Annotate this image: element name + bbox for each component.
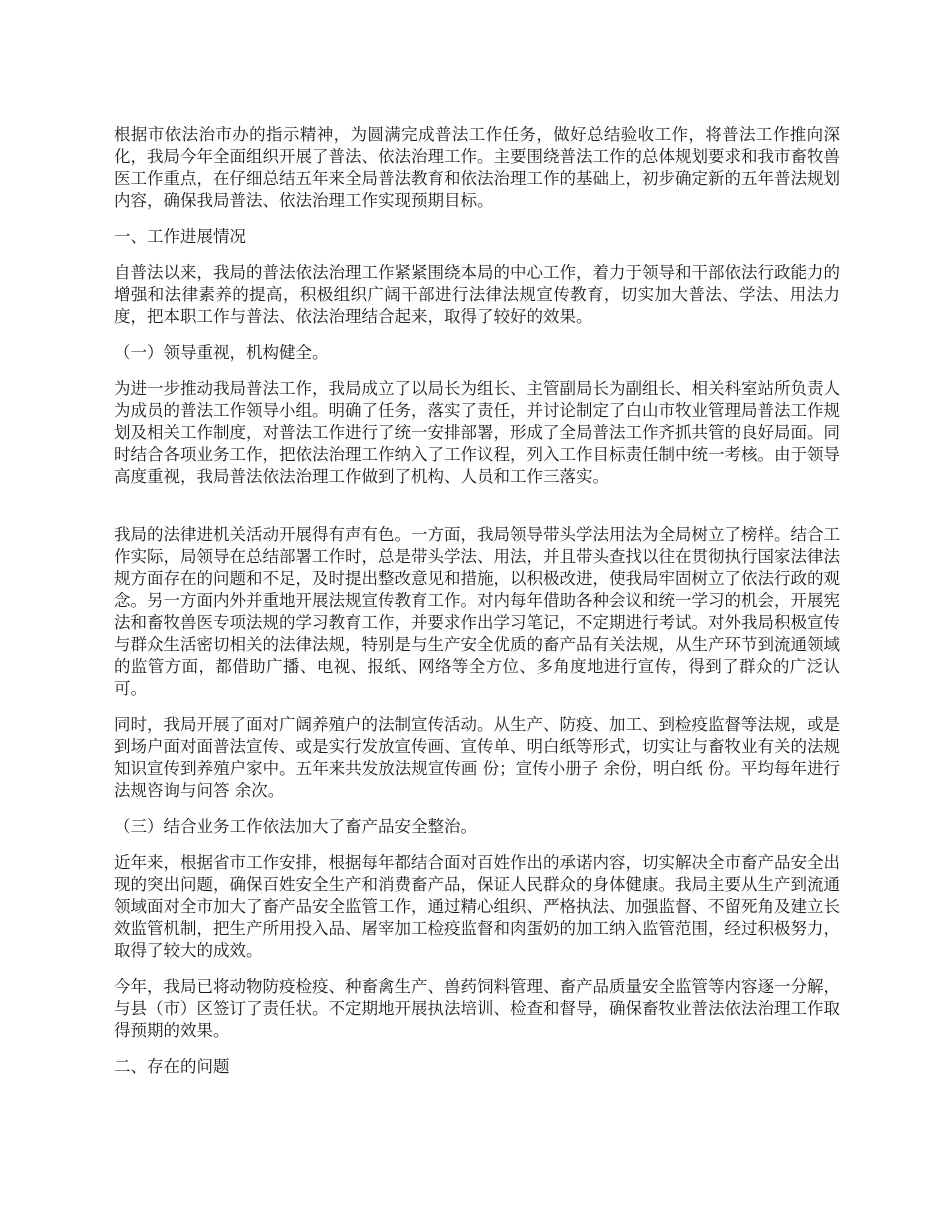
safety-paragraph: 近年来，根据省市工作安排，根据每年都结合面对百姓作出的承诺内容，切实解决全市畜产品安全出现的突出问题，确保百姓安全生产和消费畜产品，保证人民群众的身体健康。我局主要从生产到流通领域面对全市加大了畜产品安全监管工作，通过精心组织、严格执法、加强监督、不留死角及建立长效监管机制，把生产所用投入品、屠宰加工检疫监督和肉蛋奶的加工纳入监管范围，经过积极努力，取得了较大的成效。 bbox=[114, 853, 840, 960]
subheading-safety: （三）结合业务工作依法加大了畜产品安全整治。 bbox=[114, 817, 477, 836]
intro-paragraph: 根据市依法治市办的指示精神，为圆满完成普法工作任务，做好总结验收工作，将普法工作推向深化，我局今年全面组织开展了普法、依法治理工作。主要围绕普法工作的总体规划要求和我市畜牧兽医工作重点，在仔细总结五年来全局普法教育和依法治理工作的基础上，初步确定新的五年普法规划内容，确保我局普法、依法治理工作实现预期目标。 bbox=[114, 125, 840, 210]
section-heading-problems: 二、存在的问题 bbox=[114, 1057, 230, 1076]
leadership-paragraph: 为进一步推动我局普法工作，我局成立了以局长为组长、主管副局长为副组长、相关科室站所负责人为成员的普法工作领导小组。明确了任务，落实了责任，并讨论制定了白山市牧业管理局普法工作规划及相关工作制度，对普法工作进行了统一安排部署，形成了全局普法工作齐抓共管的良好局面。同时结合各项业务工作，把依法治理工作纳入了工作议程，列入工作目标责任制中统一考核。由于领导高度重视，我局普法依法治理工作做到了机构、人员和工作三落实。 bbox=[114, 379, 840, 486]
progress-paragraph: 自普法以来，我局的普法依法治理工作紧紧围绕本局的中心工作，着力于领导和干部依法行政能力的增强和法律素养的提高，积极组织广阔干部进行法律法规宣传教育，切实加大普法、学法、用法力度，把本职工作与普法、依法治理结合起来，取得了较好的效果。 bbox=[114, 263, 840, 326]
this-year-paragraph: 今年，我局已将动物防疫检疫、种畜禽生产、兽药饲料管理、畜产品质量安全监管等内容逐一分解，与县（市）区签订了责任状。不定期地开展执法培训、检查和督导，确保畜牧业普法依法治理工作取得预期的效果。 bbox=[114, 977, 840, 1040]
blank-line bbox=[114, 502, 840, 524]
farmer-publicity-paragraph: 同时，我局开展了面对广阔养殖户的法制宣传活动。从生产、防疫、加工、到检疫监督等法规，或是到场户面对面普法宣传、或是实行发放宣传画、宣传单、明白纸等形式，切实让与畜牧业有关的法规知识宣传到养殖户家中。五年来共发放法规宣传画 份；宣传小册子 余份，明白纸 份。平均每年进行法规咨询与问答 余次。 bbox=[114, 715, 840, 800]
subheading-leadership: （一）领导重视，机构健全。 bbox=[114, 343, 329, 362]
document-body bbox=[114, 124, 840, 1092]
law-into-agency-paragraph: 我局的法律进机关活动开展得有声有色。一方面，我局领导带头学法用法为全局树立了榜样。结合工作实际，局领导在总结部署工作时，总是带头学法、用法，并且带头查找以往在贯彻执行国家法律法规方面存在的问题和不足，及时提出整改意见和措施，以积极改进，使我局牢固树立了依法行政的观念。另一方面内外并重地开展法规宣传教育工作。对内每年借助各种会议和统一学习的机会，开展宪法和畜牧兽医专项法规的学习教育工作，并要求作出学习笔记，不定期进行考试。对外我局积极宣传与群众生活密切相关的法律法规，特别是与生产安全优质的畜产品有关法规，从生产环节到流通领域的监管方面，都借助广播、电视、报纸、网络等全方位、多角度地进行宣传，得到了群众的广泛认可。 bbox=[114, 525, 840, 698]
section-heading-progress: 一、工作进展情况 bbox=[114, 227, 246, 246]
